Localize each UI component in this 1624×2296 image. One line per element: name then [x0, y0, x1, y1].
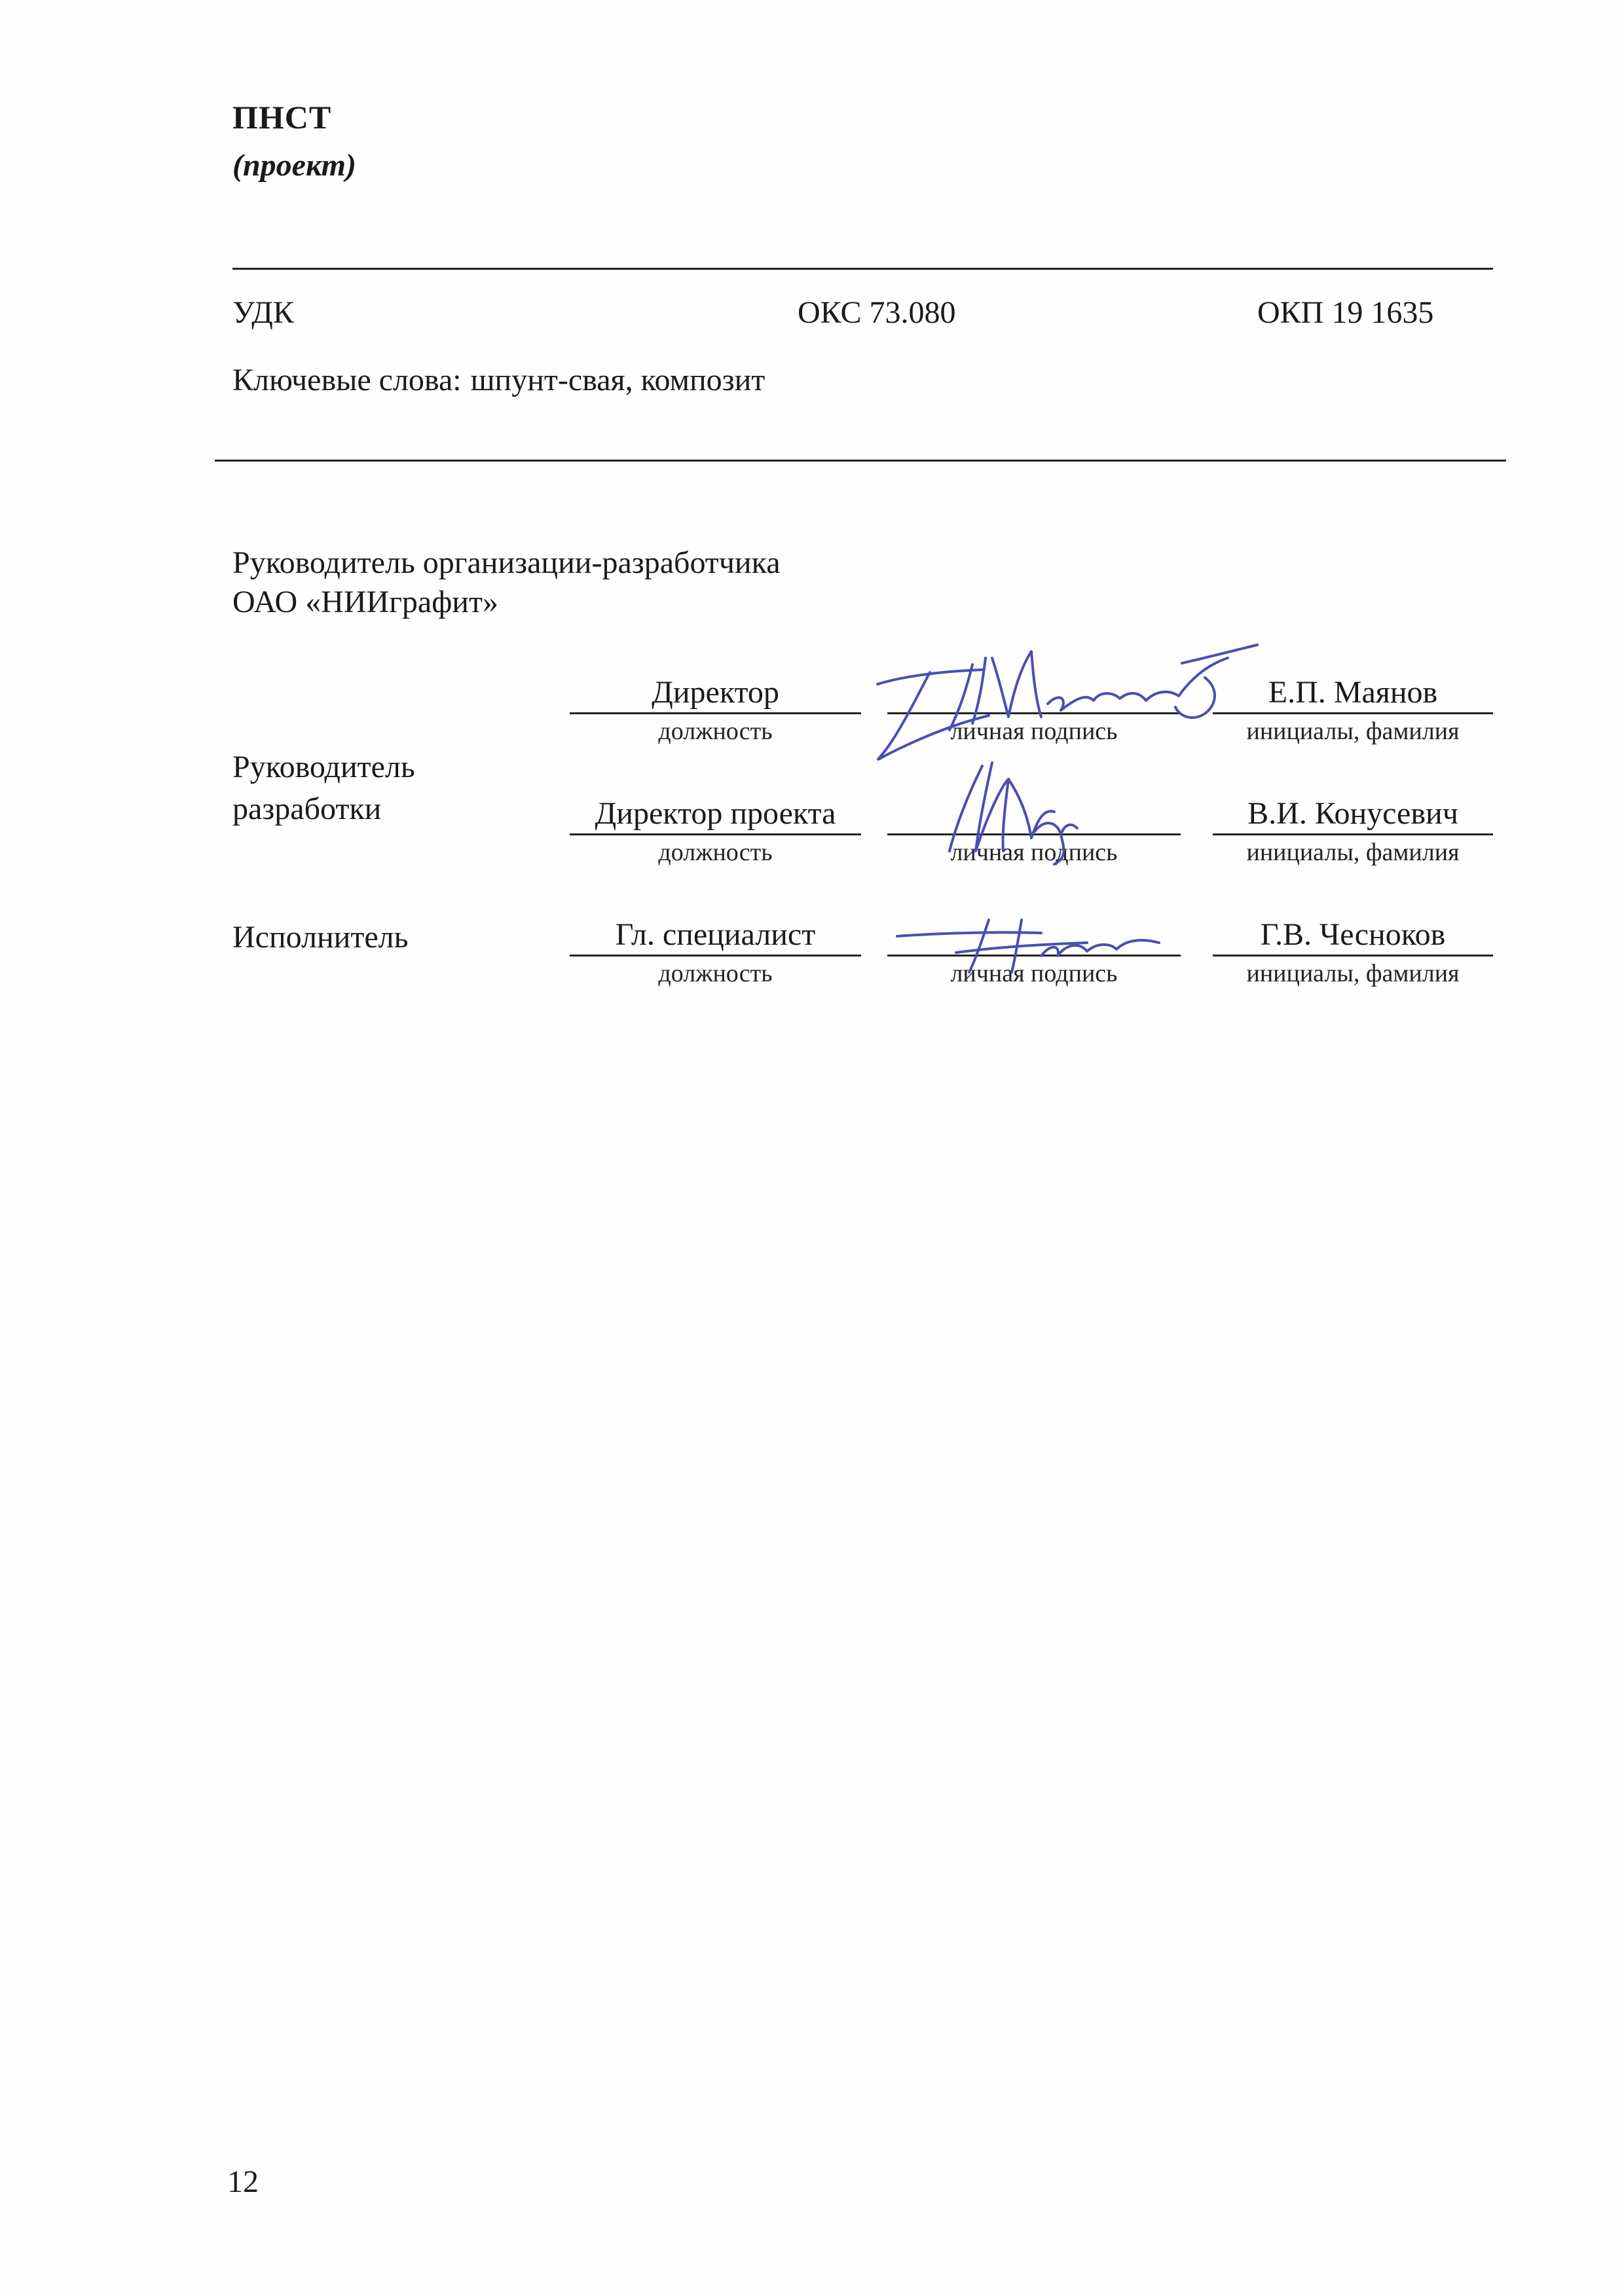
- name-caption: инициалы, фамилия: [1246, 718, 1460, 745]
- signature-line: [887, 674, 1181, 714]
- signatory-1-position: Директор: [570, 674, 861, 714]
- okp-code: ОКП 19 1635: [1257, 295, 1434, 330]
- bottom-divider: [215, 460, 1506, 462]
- signatory-2-name: В.И. Конусевич: [1213, 795, 1493, 835]
- signatory-3-role: Исполнитель: [232, 920, 409, 955]
- signatory-2-name-field: [1213, 795, 1493, 867]
- signatory-1-name: Е.П. Маянов: [1213, 674, 1493, 714]
- organization-role: Руководитель организации-разработчика: [232, 545, 781, 580]
- signature-caption: личная подпись: [950, 839, 1118, 866]
- signatory-2-position-field: [570, 795, 861, 867]
- signatory-2-role-line1: Руководитель: [232, 750, 415, 784]
- position-caption: должность: [658, 718, 773, 745]
- position-caption: должность: [658, 960, 773, 987]
- signature-caption: личная подпись: [950, 960, 1118, 987]
- udk-code: УДК: [232, 295, 294, 330]
- keywords-label: Ключевые слова:: [232, 363, 462, 397]
- position-caption: должность: [658, 839, 773, 866]
- document-subtitle: (проект): [232, 148, 356, 183]
- signatory-3-position-field: [570, 917, 861, 988]
- signatory-3-position: Гл. специалист: [570, 917, 861, 957]
- keywords-value: шпунт-свая, композит: [470, 363, 766, 397]
- signatory-2-signature-field: [887, 795, 1181, 867]
- signature-line: [887, 795, 1181, 835]
- signatory-1-signature-field: [887, 674, 1181, 746]
- signature-caption: личная подпись: [950, 718, 1118, 745]
- signatory-3-signature-field: [887, 917, 1181, 988]
- signatory-3-name-field: [1213, 917, 1493, 988]
- name-caption: инициалы, фамилия: [1246, 839, 1460, 866]
- signatory-1-name-field: [1213, 674, 1493, 746]
- top-divider: [232, 268, 1493, 270]
- signatory-1-position-field: [570, 674, 861, 746]
- oks-code: ОКС 73.080: [798, 295, 956, 330]
- signatory-2-position: Директор проекта: [570, 795, 861, 835]
- name-caption: инициалы, фамилия: [1246, 960, 1460, 987]
- signatory-2-role: [232, 746, 415, 830]
- organization-heading: [232, 543, 781, 622]
- signatory-3-name: Г.В. Чесноков: [1213, 917, 1493, 957]
- keywords-line: [232, 362, 765, 398]
- organization-name: ОАО «НИИграфит»: [232, 585, 498, 619]
- page-number: 12: [227, 2164, 259, 2199]
- signatory-2-role-line2: разработки: [232, 792, 382, 826]
- document-title: ПНСТ: [232, 99, 332, 136]
- signature-line: [887, 917, 1181, 957]
